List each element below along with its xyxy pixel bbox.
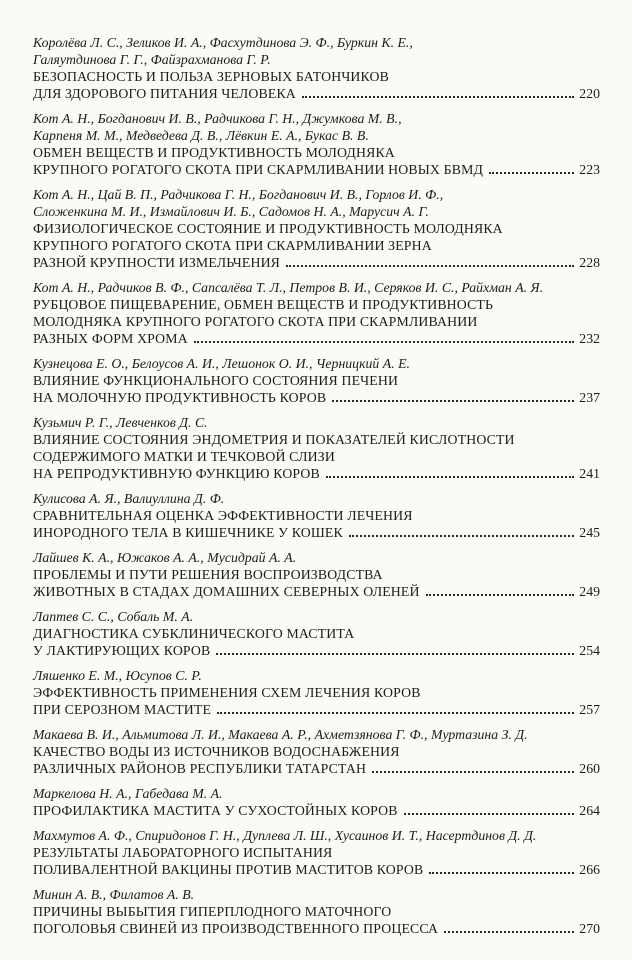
entry-authors: Кузьмич Р. Г., Левченков Д. С. bbox=[33, 415, 208, 430]
toc-entry-list bbox=[33, 34, 600, 937]
dot-leader bbox=[489, 171, 574, 174]
entry-authors: Кот А. Н., Цай В. П., Радчикова Г. Н., Богданович И. В., Горлов И. Ф., bbox=[33, 187, 444, 202]
entry-title-text: ПОЛИВАЛЕНТНОЙ ВАКЦИНЫ ПРОТИВ МАСТИТОВ КОРОВ bbox=[33, 862, 424, 877]
entry-authors: Королёва Л. С., Зеликов И. А., Фасхутдинова Э. Ф., Буркин К. Е., bbox=[33, 35, 413, 50]
entry-authors: Минин А. В., Филатов А. В. bbox=[33, 887, 195, 902]
entry-title-text: ЖИВОТНЫХ В СТАДАХ ДОМАШНИХ СЕВЕРНЫХ ОЛЕНЕЙ bbox=[33, 584, 420, 599]
dot-leader bbox=[444, 930, 574, 933]
entry-title-line: ДИАГНОСТИКА СУБКЛИНИЧЕСКОГО МАСТИТА bbox=[33, 626, 355, 641]
entry-authors: Кузнецова Е. О., Белоусов А. И., Лешонок О. И., Черницкий А. Е. bbox=[33, 356, 410, 371]
dot-leader bbox=[326, 475, 574, 478]
entry-title-last-line bbox=[33, 465, 600, 482]
entry-title-line: МОЛОДНЯКА КРУПНОГО РОГАТОГО СКОТА ПРИ СКАРМЛИВАНИИ bbox=[33, 314, 478, 329]
toc-entry bbox=[33, 355, 600, 406]
entry-authors: Кот А. Н., Радчиков В. Ф., Сапсалёва Т. Л., Петров В. И., Серяков И. С., Райхман А. Я. bbox=[33, 280, 544, 295]
entry-authors: Кулисова А. Я., Валиуллина Д. Ф. bbox=[33, 491, 225, 506]
entry-title-last-line bbox=[33, 524, 600, 541]
dot-leader bbox=[349, 534, 574, 537]
entry-title-last-line bbox=[33, 861, 600, 878]
entry-page-number: 264 bbox=[579, 803, 600, 818]
entry-title-text: ПОГОЛОВЬЯ СВИНЕЙ ИЗ ПРОИЗВОДСТВЕННОГО ПРОЦЕССА bbox=[33, 921, 439, 936]
entry-authors: Карпеня М. М., Медведева Д. В., Лёвкин Е. А., Букас В. В. bbox=[33, 128, 369, 143]
entry-title-line: ПРИЧИНЫ ВЫБЫТИЯ ГИПЕРПЛОДНОГО МАТОЧНОГО bbox=[33, 904, 392, 919]
entry-page-number: 228 bbox=[579, 255, 600, 270]
entry-title-text: НА РЕПРОДУКТИВНУЮ ФУНКЦИЮ КОРОВ bbox=[33, 466, 320, 481]
toc-entry bbox=[33, 186, 600, 271]
entry-title-text: РАЗНЫХ ФОРМ ХРОМА bbox=[33, 331, 188, 346]
entry-title-line: КАЧЕСТВО ВОДЫ ИЗ ИСТОЧНИКОВ ВОДОСНАБЖЕНИЯ bbox=[33, 744, 400, 759]
entry-title-line: ОБМЕН ВЕЩЕСТВ И ПРОДУКТИВНОСТЬ МОЛОДНЯКА bbox=[33, 145, 395, 160]
entry-title-last-line bbox=[33, 389, 600, 406]
entry-title-text: ПРИ СЕРОЗНОМ МАСТИТЕ bbox=[33, 702, 212, 717]
entry-title-text: КРУПНОГО РОГАТОГО СКОТА ПРИ СКАРМЛИВАНИИ НОВЫХ БВМД bbox=[33, 162, 484, 177]
entry-page-number: 260 bbox=[579, 761, 600, 776]
dot-leader bbox=[404, 812, 575, 815]
entry-title-text: ИНОРОДНОГО ТЕЛА В КИШЕЧНИКЕ У КОШЕК bbox=[33, 525, 343, 540]
entry-authors: Ляшенко Е. М., Юсупов С. Р. bbox=[33, 668, 202, 683]
dot-leader bbox=[216, 652, 574, 655]
entry-authors: Лаптев С. С., Собаль М. А. bbox=[33, 609, 194, 624]
entry-title-text: ПРОФИЛАКТИКА МАСТИТА У СУХОСТОЙНЫХ КОРОВ bbox=[33, 803, 398, 818]
entry-title-line: РЕЗУЛЬТАТЫ ЛАБОРАТОРНОГО ИСПЫТАНИЯ bbox=[33, 845, 333, 860]
toc-entry bbox=[33, 549, 600, 600]
entry-page-number: 220 bbox=[579, 86, 600, 101]
entry-page-number: 270 bbox=[579, 921, 600, 936]
entry-title-last-line bbox=[33, 254, 600, 271]
entry-title-text: У ЛАКТИРУЮЩИХ КОРОВ bbox=[33, 643, 211, 658]
entry-title-line: ЭФФЕКТИВНОСТЬ ПРИМЕНЕНИЯ СХЕМ ЛЕЧЕНИЯ КОРОВ bbox=[33, 685, 421, 700]
entry-page-number: 266 bbox=[579, 862, 600, 877]
toc-entry bbox=[33, 886, 600, 937]
dot-leader bbox=[332, 399, 574, 402]
entry-title-last-line bbox=[33, 802, 600, 819]
toc-entry bbox=[33, 667, 600, 718]
entry-page-number: 241 bbox=[579, 466, 600, 481]
dot-leader bbox=[429, 871, 574, 874]
dot-leader bbox=[217, 711, 574, 714]
entry-page-number: 257 bbox=[579, 702, 600, 717]
entry-title-last-line bbox=[33, 760, 600, 777]
entry-title-line: СОДЕРЖИМОГО МАТКИ И ТЕЧКОВОЙ СЛИЗИ bbox=[33, 449, 335, 464]
entry-title-text: РАЗЛИЧНЫХ РАЙОНОВ РЕСПУБЛИКИ ТАТАРСТАН bbox=[33, 761, 367, 776]
entry-title-last-line bbox=[33, 161, 600, 178]
dot-leader bbox=[372, 770, 574, 773]
entry-authors: Махмутов А. Ф., Спиридонов Г. Н., Дуплева Л. Ш., Хусаинов И. Т., Насертдинов Д. Д. bbox=[33, 828, 537, 843]
entry-title-line: СРАВНИТЕЛЬНАЯ ОЦЕНКА ЭФФЕКТИВНОСТИ ЛЕЧЕНИЯ bbox=[33, 508, 413, 523]
entry-title-last-line bbox=[33, 583, 600, 600]
dot-leader bbox=[286, 264, 574, 267]
toc-entry bbox=[33, 279, 600, 347]
entry-authors: Галяутдинова Г. Г., Файзрахманова Г. Р. bbox=[33, 52, 271, 67]
entry-page-number: 232 bbox=[579, 331, 600, 346]
entry-title-line: ВЛИЯНИЕ СОСТОЯНИЯ ЭНДОМЕТРИЯ И ПОКАЗАТЕЛЕЙ КИСЛОТНОСТИ bbox=[33, 432, 515, 447]
entry-title-last-line bbox=[33, 330, 600, 347]
entry-title-last-line bbox=[33, 85, 600, 102]
toc-entry bbox=[33, 34, 600, 102]
entry-title-text: НА МОЛОЧНУЮ ПРОДУКТИВНОСТЬ КОРОВ bbox=[33, 390, 327, 405]
entry-title-last-line bbox=[33, 642, 600, 659]
entry-title-line: БЕЗОПАСНОСТЬ И ПОЛЬЗА ЗЕРНОВЫХ БАТОНЧИКОВ bbox=[33, 69, 390, 84]
toc-entry bbox=[33, 785, 600, 819]
entry-page-number: 245 bbox=[579, 525, 600, 540]
toc-entry bbox=[33, 490, 600, 541]
entry-page-number: 237 bbox=[579, 390, 600, 405]
dot-leader bbox=[426, 593, 575, 596]
entry-page-number: 254 bbox=[579, 643, 600, 658]
entry-authors: Сложенкина М. И., Измайлович И. Б., Садомов Н. А., Марусич А. Г. bbox=[33, 204, 429, 219]
entry-authors: Лайшев К. А., Южаков А. А., Мусидрай А. А. bbox=[33, 550, 297, 565]
dot-leader bbox=[194, 340, 574, 343]
toc-entry bbox=[33, 827, 600, 878]
toc-entry bbox=[33, 414, 600, 482]
entry-page-number: 223 bbox=[579, 162, 600, 177]
toc-entry bbox=[33, 608, 600, 659]
entry-title-text: РАЗНОЙ КРУПНОСТИ ИЗМЕЛЬЧЕНИЯ bbox=[33, 255, 281, 270]
entry-authors: Кот А. Н., Богданович И. В., Радчикова Г. Н., Джумкова М. В., bbox=[33, 111, 402, 126]
entry-title-last-line bbox=[33, 920, 600, 937]
entry-title-line: ФИЗИОЛОГИЧЕСКОЕ СОСТОЯНИЕ И ПРОДУКТИВНОСТЬ МОЛОДНЯКА bbox=[33, 221, 503, 236]
entry-title-last-line bbox=[33, 701, 600, 718]
entry-authors: Макаева В. И., Альмитова Л. И., Макаева А. Р., Ахметзянова Г. Ф., Муртазина З. Д. bbox=[33, 727, 528, 742]
toc-entry bbox=[33, 726, 600, 777]
entry-title-line: РУБЦОВОЕ ПИЩЕВАРЕНИЕ, ОБМЕН ВЕЩЕСТВ И ПРОДУКТИВНОСТЬ bbox=[33, 297, 494, 312]
entry-title-line: ПРОБЛЕМЫ И ПУТИ РЕШЕНИЯ ВОСПРОИЗВОДСТВА bbox=[33, 567, 383, 582]
entry-title-line: КРУПНОГО РОГАТОГО СКОТА ПРИ СКАРМЛИВАНИИ ЗЕРНА bbox=[33, 238, 432, 253]
entry-page-number: 249 bbox=[579, 584, 600, 599]
entry-authors: Маркелова Н. А., Габедава М. А. bbox=[33, 786, 223, 801]
toc-entry bbox=[33, 110, 600, 178]
entry-title-line: ВЛИЯНИЕ ФУНКЦИОНАЛЬНОГО СОСТОЯНИЯ ПЕЧЕНИ bbox=[33, 373, 399, 388]
entry-title-text: ДЛЯ ЗДОРОВОГО ПИТАНИЯ ЧЕЛОВЕКА bbox=[33, 86, 296, 101]
dot-leader bbox=[302, 95, 574, 98]
